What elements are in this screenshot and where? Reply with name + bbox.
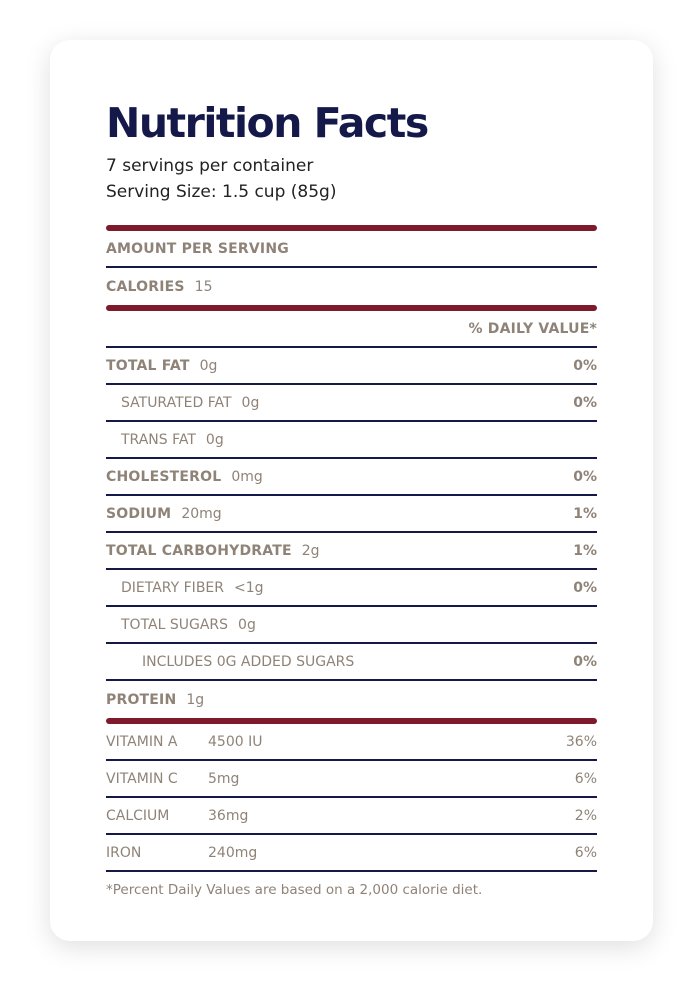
vitamin-amount: 4500 IU (208, 733, 263, 750)
vitamin-name: VITAMIN A (106, 733, 178, 750)
nutrient-amount: 0g (205, 431, 224, 448)
nutrient-amount: 0g (238, 616, 256, 633)
nutrient-amount: 2g (301, 542, 320, 559)
nutrient-row-sodium (106, 496, 597, 533)
vitamin-name: CALCIUM (106, 807, 170, 824)
nutrition-card (50, 40, 653, 941)
nutrient-label: SODIUM (106, 505, 172, 522)
nutrient-row-saturated-fat (106, 385, 597, 422)
nutrient-daily-value: 0% (573, 653, 597, 670)
nutrition-label (106, 98, 597, 900)
nutrient-label: TRANS FAT (121, 431, 196, 448)
nutrient-label: PROTEIN (106, 691, 177, 708)
vitamin-daily-value: 6% (574, 844, 597, 861)
nutrient-row-added-sugars (106, 644, 597, 681)
vitamin-row-calcium (106, 798, 597, 835)
vitamin-daily-value: 6% (574, 770, 597, 787)
nutrient-label: SATURATED FAT (121, 394, 232, 411)
nutrient-row-total-carbohydrate (106, 533, 597, 570)
nutrient-daily-value: 0% (573, 357, 597, 374)
nutrient-row-protein (106, 681, 597, 718)
nutrient-daily-value: 1% (573, 505, 597, 522)
nutrient-daily-value: 0% (573, 579, 597, 596)
nutrient-row-trans-fat (106, 422, 597, 459)
amount-per-serving-label: AMOUNT PER SERVING (106, 240, 289, 257)
vitamin-row-vitamin-a (106, 724, 597, 761)
label-title: Nutrition Facts (106, 99, 428, 147)
vitamin-name: VITAMIN C (106, 770, 178, 787)
vitamin-daily-value: 36% (565, 733, 597, 750)
nutrient-amount: 0g (241, 394, 260, 411)
nutrient-label: TOTAL FAT (106, 357, 190, 374)
calories-value: 15 (194, 278, 213, 295)
vitamin-row-iron (106, 835, 597, 872)
vitamin-daily-value: 2% (574, 807, 597, 824)
serving-size: Serving Size: 1.5 cup (85g) (106, 182, 337, 202)
nutrient-amount: 1g (186, 691, 205, 708)
nutrient-label: TOTAL SUGARS (121, 616, 229, 633)
footnote: *Percent Daily Values are based on a 2,000 calorie diet. (106, 882, 483, 898)
nutrient-row-dietary-fiber (106, 570, 597, 607)
nutrient-label: CHOLESTEROL (106, 468, 222, 485)
vitamin-name: IRON (106, 844, 142, 861)
nutrient-row-total-sugars (106, 607, 597, 644)
nutrient-row-total-fat (106, 348, 597, 385)
vitamin-amount: 240mg (208, 844, 258, 861)
nutrient-daily-value: 1% (573, 542, 597, 559)
nutrient-label: INCLUDES 0G ADDED SUGARS (142, 653, 355, 670)
nutrient-daily-value: 0% (573, 394, 597, 411)
nutrient-row-cholesterol (106, 459, 597, 496)
nutrient-amount: <1g (234, 579, 264, 596)
vitamin-amount: 5mg (208, 770, 240, 787)
vitamin-row-vitamin-c (106, 761, 597, 798)
nutrient-daily-value: 0% (573, 468, 597, 485)
amount-per-serving-row (106, 231, 597, 268)
daily-value-header-row (106, 311, 597, 348)
daily-value-header: % DAILY VALUE* (468, 320, 597, 337)
servings-per-container: 7 servings per container (106, 156, 314, 176)
nutrient-amount: 0g (199, 357, 218, 374)
nutrient-label: TOTAL CARBOHYDRATE (106, 542, 292, 559)
nutrient-label: DIETARY FIBER (121, 579, 224, 596)
vitamin-amount: 36mg (208, 807, 249, 824)
calories-label: CALORIES (106, 278, 185, 295)
nutrient-amount: 20mg (181, 505, 222, 522)
nutrient-amount: 0mg (231, 468, 263, 485)
calories-row (106, 268, 597, 305)
